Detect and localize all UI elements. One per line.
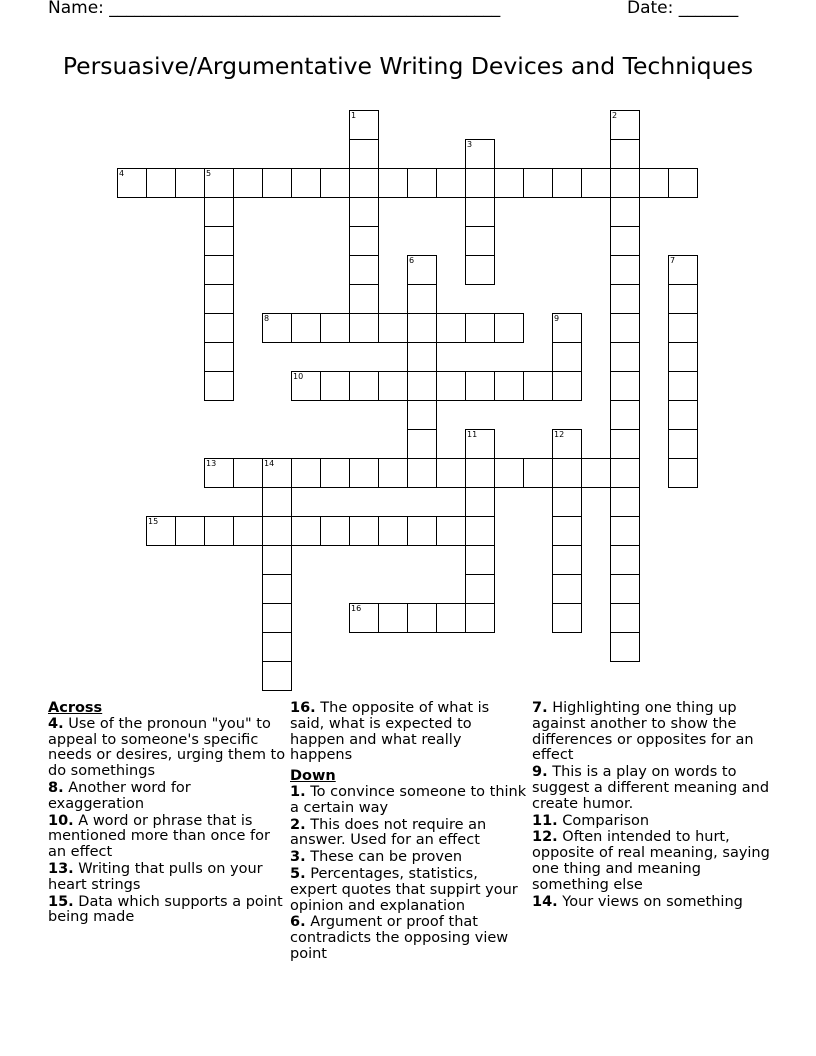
grid-cell[interactable] bbox=[407, 429, 437, 459]
cell-number: 13 bbox=[206, 459, 217, 468]
clues-column-2 bbox=[290, 701, 528, 964]
grid-cell[interactable] bbox=[407, 371, 437, 401]
grid-cell[interactable] bbox=[494, 371, 524, 401]
clue-down-11 bbox=[532, 814, 772, 830]
grid-cell[interactable] bbox=[552, 313, 582, 343]
grid-cell[interactable] bbox=[610, 400, 640, 430]
grid-cell[interactable] bbox=[204, 371, 234, 401]
clue-down-1 bbox=[290, 785, 528, 817]
clue-number: 15. bbox=[48, 893, 74, 910]
grid-cell[interactable] bbox=[465, 139, 495, 169]
clue-down-9 bbox=[532, 765, 772, 812]
grid-cell[interactable] bbox=[436, 516, 466, 546]
cell-number: 16 bbox=[351, 604, 362, 613]
cell-number: 1 bbox=[351, 111, 357, 120]
grid-cell[interactable] bbox=[581, 168, 611, 198]
clue-number: 2. bbox=[290, 816, 306, 833]
clue-down-7 bbox=[532, 701, 772, 764]
grid-cell[interactable] bbox=[668, 458, 698, 488]
grid-cell[interactable] bbox=[378, 168, 408, 198]
grid-cell[interactable] bbox=[465, 168, 495, 198]
clue-number: 11. bbox=[532, 812, 558, 829]
grid-cell[interactable] bbox=[349, 603, 379, 633]
clue-text: A word or phrase that is mentioned more than once for an effect bbox=[48, 812, 270, 861]
grid-cell[interactable] bbox=[349, 313, 379, 343]
grid-cell[interactable] bbox=[552, 371, 582, 401]
grid-cell[interactable] bbox=[291, 516, 321, 546]
grid-cell[interactable] bbox=[349, 371, 379, 401]
grid-cell[interactable] bbox=[465, 197, 495, 227]
clue-across-13 bbox=[48, 862, 288, 894]
grid-cell[interactable] bbox=[436, 458, 466, 488]
grid-cell[interactable] bbox=[610, 226, 640, 256]
clue-text: The opposite of what is said, what is expected to happen and what really happens bbox=[290, 700, 490, 764]
clue-number: 6. bbox=[290, 914, 306, 931]
clue-text: Writing that pulls on your heart strings bbox=[48, 860, 263, 893]
grid-cell[interactable] bbox=[610, 632, 640, 662]
grid-cell[interactable] bbox=[465, 255, 495, 285]
cell-number: 10 bbox=[293, 372, 304, 381]
cell-number: 4 bbox=[119, 169, 125, 178]
grid-cell[interactable] bbox=[204, 226, 234, 256]
grid-cell[interactable] bbox=[291, 313, 321, 343]
grid-cell[interactable] bbox=[349, 516, 379, 546]
grid-cell[interactable] bbox=[465, 226, 495, 256]
cell-number: 2 bbox=[612, 111, 618, 120]
grid-cell[interactable] bbox=[610, 545, 640, 575]
grid-cell[interactable] bbox=[610, 110, 640, 140]
clue-down-12 bbox=[532, 830, 772, 893]
grid-cell[interactable] bbox=[610, 197, 640, 227]
grid-cell[interactable] bbox=[320, 458, 350, 488]
grid-cell[interactable] bbox=[349, 226, 379, 256]
clues-column-3 bbox=[532, 701, 772, 911]
cell-number: 3 bbox=[467, 140, 473, 149]
clue-text: This is a play on words to suggest a different meaning and create humor. bbox=[532, 764, 770, 812]
down-heading: Down bbox=[290, 768, 336, 785]
clue-text: Your views on something bbox=[557, 893, 743, 910]
grid-cell[interactable] bbox=[552, 458, 582, 488]
grid-cell[interactable] bbox=[610, 168, 640, 198]
grid-cell[interactable] bbox=[204, 342, 234, 372]
cell-number: 5 bbox=[206, 169, 212, 178]
grid-cell[interactable] bbox=[436, 313, 466, 343]
grid-cell[interactable] bbox=[407, 168, 437, 198]
grid-cell[interactable] bbox=[204, 197, 234, 227]
grid-cell[interactable] bbox=[175, 168, 205, 198]
grid-cell[interactable] bbox=[262, 487, 292, 517]
clue-number: 16. bbox=[290, 700, 316, 716]
grid-cell[interactable] bbox=[204, 458, 234, 488]
grid-cell[interactable] bbox=[465, 574, 495, 604]
grid-cell[interactable] bbox=[262, 545, 292, 575]
grid-cell[interactable] bbox=[262, 574, 292, 604]
grid-cell[interactable] bbox=[523, 458, 553, 488]
grid-cell[interactable] bbox=[407, 400, 437, 430]
cell-number: 6 bbox=[409, 256, 415, 265]
grid-cell[interactable] bbox=[494, 458, 524, 488]
clue-across-8 bbox=[48, 781, 288, 813]
grid-cell[interactable] bbox=[291, 458, 321, 488]
grid-cell[interactable] bbox=[262, 458, 292, 488]
clue-text: Data which supports a point being made bbox=[48, 893, 283, 926]
clue-number: 9. bbox=[532, 764, 548, 781]
grid-cell[interactable] bbox=[407, 342, 437, 372]
clue-number: 13. bbox=[48, 860, 74, 877]
grid-cell[interactable] bbox=[146, 516, 176, 546]
grid-cell[interactable] bbox=[262, 661, 292, 691]
clue-text: Use of the pronoun "you" to appeal to someone's specific needs or desires, urging them to do somethings bbox=[48, 715, 286, 780]
grid-cell[interactable] bbox=[349, 139, 379, 169]
grid-cell[interactable] bbox=[552, 168, 582, 198]
grid-cell[interactable] bbox=[204, 168, 234, 198]
grid-cell[interactable] bbox=[204, 284, 234, 314]
grid-cell[interactable] bbox=[668, 342, 698, 372]
grid-cell[interactable] bbox=[407, 255, 437, 285]
grid-cell[interactable] bbox=[610, 342, 640, 372]
grid-cell[interactable] bbox=[233, 516, 263, 546]
grid-cell[interactable] bbox=[407, 603, 437, 633]
clue-down-14 bbox=[532, 895, 772, 911]
grid-cell[interactable] bbox=[204, 313, 234, 343]
grid-cell[interactable] bbox=[378, 516, 408, 546]
grid-cell[interactable] bbox=[407, 284, 437, 314]
grid-cell[interactable] bbox=[291, 168, 321, 198]
grid-cell[interactable] bbox=[668, 400, 698, 430]
grid-cell[interactable] bbox=[610, 487, 640, 517]
grid-cell[interactable] bbox=[668, 255, 698, 285]
grid-cell[interactable] bbox=[349, 197, 379, 227]
grid-cell[interactable] bbox=[436, 603, 466, 633]
grid-cell[interactable] bbox=[320, 516, 350, 546]
grid-cell[interactable] bbox=[552, 487, 582, 517]
grid-cell[interactable] bbox=[320, 168, 350, 198]
clue-text: Another word for exaggeration bbox=[48, 779, 191, 812]
grid-cell[interactable] bbox=[552, 545, 582, 575]
grid-cell[interactable] bbox=[175, 516, 205, 546]
grid-cell[interactable] bbox=[465, 545, 495, 575]
clue-down-5 bbox=[290, 867, 528, 914]
clue-number: 8. bbox=[48, 779, 64, 796]
grid-cell[interactable] bbox=[610, 255, 640, 285]
grid-cell[interactable] bbox=[378, 603, 408, 633]
grid-cell[interactable] bbox=[523, 168, 553, 198]
grid-cell[interactable] bbox=[320, 313, 350, 343]
cell-number: 9 bbox=[554, 314, 560, 323]
grid-cell[interactable] bbox=[320, 371, 350, 401]
clue-number: 7. bbox=[532, 700, 548, 716]
cell-number: 11 bbox=[467, 430, 478, 439]
grid-cell[interactable] bbox=[668, 371, 698, 401]
grid-cell[interactable] bbox=[378, 371, 408, 401]
grid-cell[interactable] bbox=[610, 284, 640, 314]
clue-down-2 bbox=[290, 818, 528, 850]
clues-column-1 bbox=[48, 701, 288, 927]
grid-cell[interactable] bbox=[436, 168, 466, 198]
grid-cell[interactable] bbox=[262, 313, 292, 343]
clue-text: This does not require an answer. Used for an effect bbox=[290, 816, 487, 849]
clue-number: 1. bbox=[290, 783, 306, 800]
clue-down-6 bbox=[290, 915, 528, 962]
page-title: Persuasive/Argumentative Writing Devices and Techniques bbox=[62, 52, 754, 80]
clue-text: Percentages, statistics, expert quotes that suppirt your opinion and explanation bbox=[290, 865, 518, 914]
grid-cell[interactable] bbox=[552, 429, 582, 459]
clue-down-3 bbox=[290, 850, 528, 866]
grid-cell[interactable] bbox=[494, 313, 524, 343]
grid-cell[interactable] bbox=[668, 313, 698, 343]
grid-cell[interactable] bbox=[349, 255, 379, 285]
name-field-label: Name: ______________________________________________ bbox=[48, 0, 501, 18]
grid-cell[interactable] bbox=[523, 371, 553, 401]
cell-number: 15 bbox=[148, 517, 159, 526]
clue-text: Often intended to hurt, opposite of real meaning, saying one thing and meaning something else bbox=[532, 829, 770, 893]
grid-cell[interactable] bbox=[668, 284, 698, 314]
clue-number: 14. bbox=[532, 893, 558, 910]
grid-cell[interactable] bbox=[262, 632, 292, 662]
clue-across-10 bbox=[48, 814, 288, 861]
grid-cell[interactable] bbox=[436, 371, 466, 401]
grid-cell[interactable] bbox=[291, 371, 321, 401]
grid-cell[interactable] bbox=[494, 168, 524, 198]
grid-cell[interactable] bbox=[610, 458, 640, 488]
grid-cell[interactable] bbox=[262, 603, 292, 633]
clue-text: Argument or proof that contradicts the opposing view point bbox=[290, 914, 509, 962]
grid-cell[interactable] bbox=[668, 429, 698, 459]
date-field-label: Date: _______ bbox=[627, 0, 739, 18]
grid-cell[interactable] bbox=[233, 168, 263, 198]
grid-cell[interactable] bbox=[262, 516, 292, 546]
grid-cell[interactable] bbox=[146, 168, 176, 198]
clue-text: Comparison bbox=[557, 812, 650, 829]
grid-cell[interactable] bbox=[668, 168, 698, 198]
clue-across-16 bbox=[290, 701, 528, 764]
grid-cell[interactable] bbox=[552, 342, 582, 372]
grid-cell[interactable] bbox=[610, 139, 640, 169]
grid-cell[interactable] bbox=[581, 458, 611, 488]
grid-cell[interactable] bbox=[407, 516, 437, 546]
grid-cell[interactable] bbox=[465, 371, 495, 401]
clue-across-15 bbox=[48, 895, 288, 927]
clue-number: 4. bbox=[48, 715, 64, 732]
clue-across-4 bbox=[48, 717, 288, 780]
clue-number: 10. bbox=[48, 812, 74, 829]
across-heading: Across bbox=[48, 700, 103, 716]
clue-text: To convince someone to think a certain way bbox=[290, 783, 527, 816]
grid-cell[interactable] bbox=[407, 458, 437, 488]
grid-cell[interactable] bbox=[465, 516, 495, 546]
grid-cell[interactable] bbox=[610, 603, 640, 633]
grid-cell[interactable] bbox=[552, 574, 582, 604]
grid-cell[interactable] bbox=[204, 516, 234, 546]
grid-cell[interactable] bbox=[465, 313, 495, 343]
grid-cell[interactable] bbox=[610, 313, 640, 343]
grid-cell[interactable] bbox=[610, 574, 640, 604]
grid-cell[interactable] bbox=[639, 168, 669, 198]
grid-cell[interactable] bbox=[233, 458, 263, 488]
clue-number: 3. bbox=[290, 849, 306, 866]
clue-number: 5. bbox=[290, 865, 306, 882]
cell-number: 7 bbox=[670, 256, 676, 265]
grid-cell[interactable] bbox=[552, 603, 582, 633]
grid-cell[interactable] bbox=[349, 110, 379, 140]
grid-cell[interactable] bbox=[465, 429, 495, 459]
grid-cell[interactable] bbox=[349, 284, 379, 314]
grid-cell[interactable] bbox=[465, 487, 495, 517]
grid-cell[interactable] bbox=[378, 458, 408, 488]
grid-cell[interactable] bbox=[262, 168, 292, 198]
grid-cell[interactable] bbox=[349, 458, 379, 488]
clue-text: Highlighting one thing up against another to show the differences or opposites for an effect bbox=[532, 700, 754, 764]
cell-number: 8 bbox=[264, 314, 270, 323]
grid-cell[interactable] bbox=[552, 516, 582, 546]
grid-cell[interactable] bbox=[465, 458, 495, 488]
cell-number: 14 bbox=[264, 459, 275, 468]
clue-number: 12. bbox=[532, 829, 558, 846]
grid-cell[interactable] bbox=[407, 313, 437, 343]
grid-cell[interactable] bbox=[610, 429, 640, 459]
grid-cell[interactable] bbox=[204, 255, 234, 285]
cell-number: 12 bbox=[554, 430, 565, 439]
grid-cell[interactable] bbox=[610, 516, 640, 546]
grid-cell[interactable] bbox=[378, 313, 408, 343]
grid-cell[interactable] bbox=[117, 168, 147, 198]
clue-text: These can be proven bbox=[305, 849, 463, 866]
grid-cell[interactable] bbox=[349, 168, 379, 198]
grid-cell[interactable] bbox=[610, 371, 640, 401]
grid-cell[interactable] bbox=[465, 603, 495, 633]
